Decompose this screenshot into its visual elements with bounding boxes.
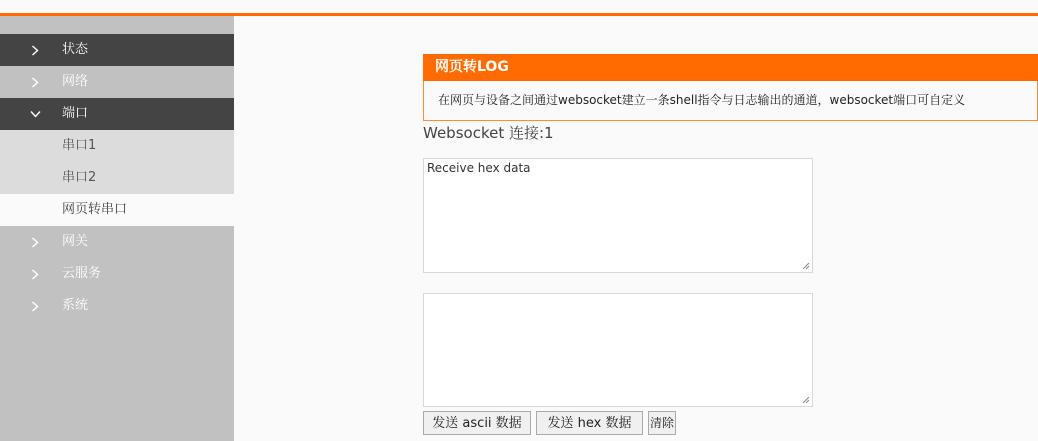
sidebar-item-label: 状态 (62, 42, 89, 57)
websocket-status: Websocket 连接:1 (423, 124, 554, 142)
sidebar-item-label: 云服务 (62, 266, 102, 281)
sidebar-top-spacer (0, 16, 234, 34)
receive-text: Receive hex data (427, 161, 531, 175)
sidebar-item-port[interactable] (0, 98, 234, 130)
panel-title: 网页转LOG (423, 54, 1038, 81)
sidebar-item-label: 网络 (62, 74, 89, 89)
send-textarea[interactable] (423, 293, 813, 407)
sidebar-subitem-web-to-serial[interactable] (0, 194, 234, 226)
chevron-down-icon (27, 98, 43, 130)
sidebar-item-label: 串口2 (62, 170, 97, 185)
sidebar-item-label: 网关 (62, 234, 89, 249)
sidebar-item-system[interactable] (0, 290, 234, 322)
chevron-right-icon (27, 226, 43, 258)
chevron-right-icon (27, 290, 43, 322)
clear-button[interactable]: 清除 (648, 411, 676, 435)
sidebar-item-label: 串口1 (62, 138, 97, 153)
panel-description: 在网页与设备之间通过websocket建立一条shell指令与日志输出的通道，websocket端口可自定义 (423, 81, 1038, 121)
sidebar-item-network[interactable] (0, 66, 234, 98)
sidebar-item-status[interactable] (0, 34, 234, 66)
sidebar (0, 16, 234, 441)
sidebar-subitem-serial2[interactable] (0, 162, 234, 194)
receive-textarea[interactable] (423, 158, 813, 273)
resize-grip-icon[interactable] (801, 261, 810, 270)
sidebar-item-label: 网页转串口 (62, 202, 128, 217)
sidebar-item-label: 端口 (62, 106, 89, 121)
sidebar-item-cloud-service[interactable] (0, 258, 234, 290)
sidebar-item-label: 系统 (62, 298, 89, 313)
main-content (234, 16, 1038, 441)
resize-grip-icon[interactable] (801, 395, 810, 404)
chevron-right-icon (27, 34, 43, 66)
send-hex-button[interactable]: 发送 hex 数据 (536, 411, 643, 435)
sidebar-item-gateway[interactable] (0, 226, 234, 258)
send-ascii-button[interactable]: 发送 ascii 数据 (423, 411, 531, 435)
sidebar-subitem-serial1[interactable] (0, 130, 234, 162)
chevron-right-icon (27, 258, 43, 290)
chevron-right-icon (27, 66, 43, 98)
